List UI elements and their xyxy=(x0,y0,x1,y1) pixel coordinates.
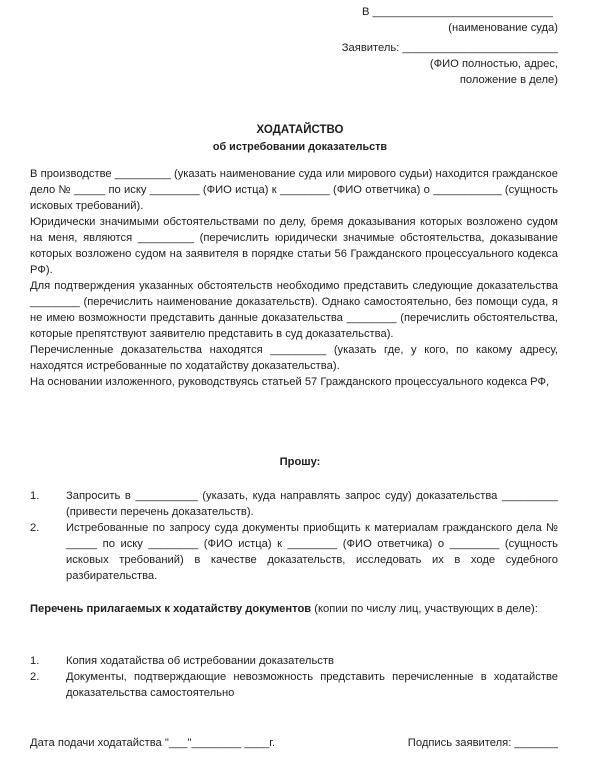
list-item xyxy=(30,653,558,669)
document-title: ХОДАТАЙСТВО xyxy=(256,124,344,136)
court-line: В _____________________________ xyxy=(362,6,554,18)
item-number: 2. xyxy=(30,522,40,534)
item-text: Документы, подтверждающие невозможность представить перечисленные в ходатайстве доказательства самостоятельно xyxy=(66,671,558,699)
applicant-signature: Подпись заявителя: _______ xyxy=(407,737,558,749)
attachments-heading xyxy=(30,601,558,617)
paragraph: Перечисленные доказательства находятся _________ (указать где, у кого, по какому адресу, находятся истребованные по ходатайству доказательства). xyxy=(30,344,558,372)
item-number: 1. xyxy=(30,655,40,667)
item-text: Истребованные по запросу суда документы приобщить к материалам гражданского дела № _____ по иску ________ (ФИО истца) к ________ (ФИО ответчика) о ________ (сущность исковых требований) в качестве доказательств, исследовать их в ходе судебного разбирательства. xyxy=(66,522,558,582)
attachments-list xyxy=(30,653,558,701)
list-item xyxy=(30,488,558,520)
applicant-line: Заявитель: _________________________ xyxy=(341,42,558,54)
attachments-heading-bold: Перечень прилагаемых к ходатайству документов xyxy=(30,603,312,615)
item-text: Копия ходатайства об истребовании доказательств xyxy=(66,655,334,667)
request-list xyxy=(30,488,558,584)
document-subtitle: об истребовании доказательств xyxy=(212,141,388,153)
list-item xyxy=(30,520,558,584)
body-text xyxy=(30,166,558,390)
court-caption: (наименование суда) xyxy=(448,22,558,34)
filing-date: Дата подачи ходатайства "___"________ ____г. xyxy=(30,737,276,749)
paragraph: На основании изложенного, руководствуясь статьей 57 Гражданского процессуального кодекса РФ, xyxy=(30,376,550,388)
item-number: 2. xyxy=(30,671,40,683)
request-heading: Прошу: xyxy=(279,456,321,468)
item-number: 1. xyxy=(30,490,40,502)
attachments-heading-rest: (копии по числу лиц, участвующих в деле): xyxy=(311,603,538,615)
header-block xyxy=(300,4,558,88)
paragraph: В производстве _________ (указать наименование суда или мирового судьи) находится гражданское дело № _____ по иску ________ (ФИО истца) к ________ (ФИО ответчика) о ___________ (сущность исковых требований). xyxy=(30,168,558,212)
paragraph: Юридически значимыми обстоятельствами по делу, бремя доказывания которых возложено судом на меня, являются _________ (перечислить юридически значимые обстоятельства, доказывание которых возложено судом на заявителя в порядке статьи 56 Гражданского процессуального кодекса РФ). xyxy=(30,216,558,276)
paragraph: Для подтверждения указанных обстоятельств необходимо представить следующие доказательства ________ (перечислить наименование доказательств). Однако самостоятельно, без помощи суда, я не имею возможности представить данные доказательства ________ (перечислить обстоятельства, которые препятствуют заявителю представить в суд доказательства). xyxy=(30,280,558,340)
list-item xyxy=(30,669,558,701)
applicant-caption-1: (ФИО полностью, адрес, xyxy=(429,58,558,70)
applicant-caption-2: положение в деле) xyxy=(459,74,558,86)
item-text: Запросить в __________ (указать, куда направлять запрос суду) доказательства _________ (привести перечень доказательств). xyxy=(66,490,558,518)
